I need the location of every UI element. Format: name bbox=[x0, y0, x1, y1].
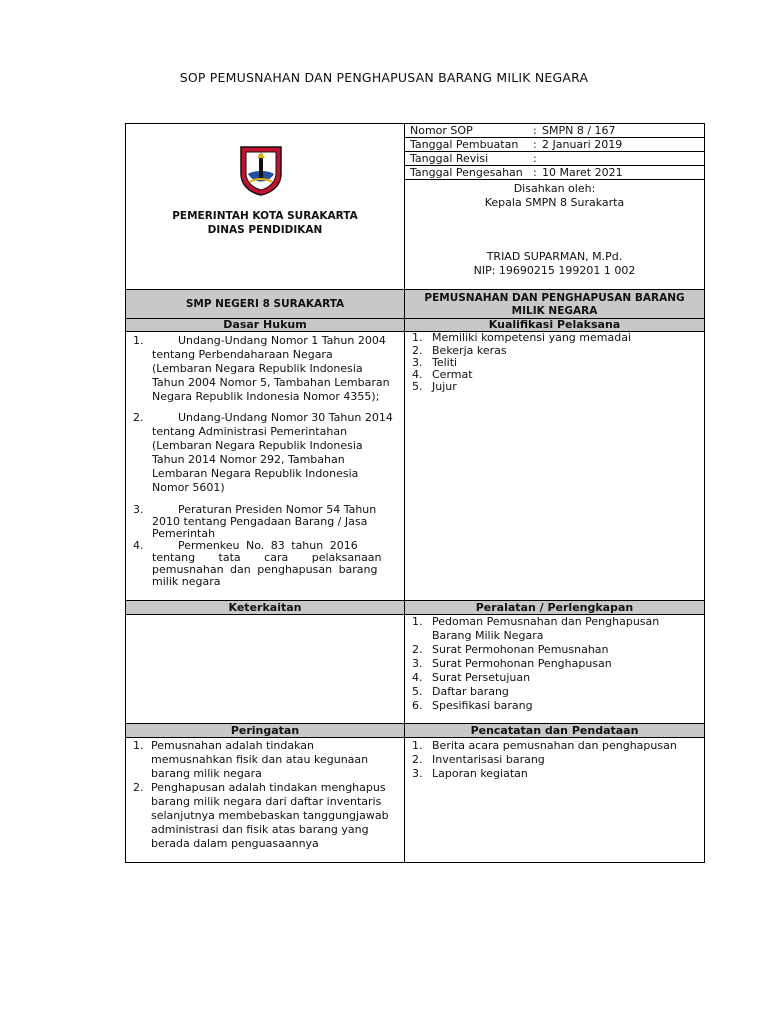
nomor-value: SMPN 8 / 167 bbox=[542, 124, 616, 137]
peralatan-num-3: 3. bbox=[412, 657, 423, 670]
kualifikasi-num-4: 4. bbox=[412, 368, 423, 381]
meta-row-tgl-buat bbox=[404, 137, 705, 152]
dasar-hukum-1-line-1: Undang-Undang Nomor 1 Tahun 2004 bbox=[178, 334, 386, 347]
dasar-hukum-3-line-3: Pemerintah bbox=[152, 527, 216, 540]
kualifikasi-header-cell bbox=[404, 318, 705, 332]
peralatan-body bbox=[404, 614, 705, 724]
school-name: SMP NEGERI 8 SURAKARTA bbox=[185, 298, 345, 310]
pencatatan-num-3: 3. bbox=[412, 767, 423, 780]
dasar-hukum-header-cell bbox=[125, 318, 405, 332]
header-left-cell bbox=[125, 123, 405, 290]
peringatan-header: Peringatan bbox=[230, 724, 300, 737]
pencatatan-item-1: Berita acara pemusnahan dan penghapusan bbox=[432, 739, 677, 752]
meta-row-tgl-revisi bbox=[404, 151, 705, 166]
peringatan-2-line-4: administrasi dan fisik atas barang yang bbox=[151, 823, 369, 836]
peralatan-num-5: 5. bbox=[412, 685, 423, 698]
pencatatan-header-cell bbox=[404, 723, 705, 738]
school-name-cell bbox=[125, 289, 405, 319]
pencatatan-item-3: Laporan kegiatan bbox=[432, 767, 528, 780]
nomor-colon: : bbox=[533, 124, 537, 137]
peringatan-1-line-2: memusnahkan fisik dan atau kegunaan bbox=[151, 753, 369, 766]
dasar-hukum-4-line-3: pemusnahan dan penghapusan barang bbox=[152, 563, 378, 576]
dasar-hukum-2-line-1: Undang-Undang Nomor 30 Tahun 2014 bbox=[178, 411, 393, 424]
peralatan-item-3: Surat Permohonan Penghapusan bbox=[432, 657, 612, 670]
sop-name-cell bbox=[404, 289, 705, 319]
dasar-hukum-1-line-2: tentang Perbendaharaan Negara bbox=[152, 348, 333, 361]
dasar-hukum-4-line-2: tentang tata cara pelaksanaan bbox=[152, 551, 382, 564]
dasar-hukum-num-3: 3. bbox=[133, 503, 144, 516]
peringatan-1-line-3: barang milik negara bbox=[151, 767, 262, 780]
surakarta-city-emblem-icon bbox=[238, 144, 284, 196]
sop-name-line-2: MILIK NEGARA bbox=[511, 305, 598, 317]
peralatan-item-6: Spesifikasi barang bbox=[432, 699, 533, 712]
nomor-label: Nomor SOP bbox=[410, 124, 473, 137]
peralatan-item-2: Surat Permohonan Pemusnahan bbox=[432, 643, 609, 656]
peringatan-body bbox=[125, 737, 405, 863]
peralatan-num-4: 4. bbox=[412, 671, 423, 684]
meta-row-nomor bbox=[404, 123, 705, 138]
peringatan-num-1: 1. bbox=[133, 739, 144, 752]
dasar-hukum-2-line-4: Tahun 2014 Nomor 292, Tambahan bbox=[152, 453, 345, 466]
dasar-hukum-body bbox=[125, 331, 405, 601]
kualifikasi-item-5: Jujur bbox=[432, 380, 457, 393]
signatory-nip: NIP: 19690215 199201 1 002 bbox=[473, 264, 636, 277]
dasar-hukum-2-line-2: tentang Administrasi Pemerintahan bbox=[152, 425, 348, 438]
dasar-hukum-2-line-5: Lembaran Negara Republik Indonesia bbox=[152, 467, 359, 480]
dasar-hukum-4-line-4: milik negara bbox=[152, 575, 221, 588]
kepala-sekolah: Kepala SMPN 8 Surakarta bbox=[484, 196, 625, 209]
approval-cell bbox=[404, 179, 705, 290]
dasar-hukum-2-line-6: Nomor 5601) bbox=[152, 481, 225, 494]
dasar-hukum-num-2: 2. bbox=[133, 411, 144, 424]
tgl-buat-value: 2 Januari 2019 bbox=[542, 138, 623, 151]
keterkaitan-header-cell bbox=[125, 600, 405, 615]
page-title: SOP PEMUSNAHAN DAN PENGHAPUSAN BARANG MILIK NEGARA bbox=[179, 70, 589, 85]
dasar-hukum-2-line-3: (Lembaran Negara Republik Indonesia bbox=[152, 439, 363, 452]
peralatan-num-6: 6. bbox=[412, 699, 423, 712]
peralatan-1-line-1: Pedoman Pemusnahan dan Penghapusan bbox=[432, 615, 660, 628]
dasar-hukum-1-line-3: (Lembaran Negara Republik Indonesia bbox=[152, 362, 363, 375]
tgl-sah-colon: : bbox=[533, 166, 537, 179]
peringatan-header-cell bbox=[125, 723, 405, 738]
kualifikasi-item-3: Teliti bbox=[432, 356, 458, 369]
tgl-sah-value: 10 Maret 2021 bbox=[542, 166, 623, 179]
peringatan-num-2: 2. bbox=[133, 781, 144, 794]
kualifikasi-header: Kualifikasi Pelaksana bbox=[488, 318, 621, 331]
dasar-hukum-header: Dasar Hukum bbox=[223, 318, 307, 331]
peralatan-header: Peralatan / Perlengkapan bbox=[475, 601, 634, 614]
tgl-sah-label: Tanggal Pengesahan bbox=[410, 166, 523, 179]
peralatan-item-5: Daftar barang bbox=[432, 685, 509, 698]
peringatan-2-line-1: Penghapusan adalah tindakan menghapus bbox=[151, 781, 386, 794]
org-line-1: PEMERINTAH KOTA SURAKARTA bbox=[172, 210, 358, 222]
keterkaitan-body bbox=[125, 614, 405, 724]
kualifikasi-num-1: 1. bbox=[412, 331, 423, 344]
disahkan-oleh: Disahkan oleh: bbox=[513, 182, 596, 195]
dasar-hukum-num-4: 4. bbox=[133, 539, 144, 552]
kualifikasi-num-5: 5. bbox=[412, 380, 423, 393]
kualifikasi-num-2: 2. bbox=[412, 344, 423, 357]
peralatan-header-cell bbox=[404, 600, 705, 615]
signatory-name: TRIAD SUPARMAN, M.Pd. bbox=[486, 250, 623, 263]
dasar-hukum-num-1: 1. bbox=[133, 334, 144, 347]
tgl-buat-label: Tanggal Pembuatan bbox=[410, 138, 519, 151]
dasar-hukum-1-line-5: Negara Republik Indonesia Nomor 4355); bbox=[152, 390, 380, 403]
dasar-hukum-3-line-2: 2010 tentang Pengadaan Barang / Jasa bbox=[152, 515, 368, 528]
pencatatan-header: Pencatatan dan Pendataan bbox=[470, 724, 639, 737]
keterkaitan-header: Keterkaitan bbox=[228, 601, 302, 614]
tgl-revisi-label: Tanggal Revisi bbox=[410, 152, 489, 165]
peringatan-1-line-1: Pemusnahan adalah tindakan bbox=[151, 739, 315, 752]
peringatan-2-line-3: selanjutnya membebaskan tanggungjawab bbox=[151, 809, 389, 822]
peringatan-2-line-2: barang milik negara dari daftar inventaris bbox=[151, 795, 382, 808]
tgl-buat-colon: : bbox=[533, 138, 537, 151]
pencatatan-num-1: 1. bbox=[412, 739, 423, 752]
sop-name-line-1: PEMUSNAHAN DAN PENGHAPUSAN BARANG bbox=[424, 292, 685, 304]
dasar-hukum-1-line-4: Tahun 2004 Nomor 5, Tambahan Lembaran bbox=[152, 376, 390, 389]
tgl-revisi-colon: : bbox=[533, 152, 537, 165]
peralatan-1-line-2: Barang Milik Negara bbox=[432, 629, 544, 642]
dasar-hukum-3-line-1: Peraturan Presiden Nomor 54 Tahun bbox=[178, 503, 377, 516]
dasar-hukum-4-line-1: Permenkeu No. 83 tahun 2016 bbox=[178, 539, 358, 552]
pencatatan-body bbox=[404, 737, 705, 863]
peralatan-num-1: 1. bbox=[412, 615, 423, 628]
kualifikasi-item-2: Bekerja keras bbox=[432, 344, 507, 357]
meta-row-tgl-sah bbox=[404, 165, 705, 180]
org-line-2: DINAS PENDIDIKAN bbox=[207, 224, 323, 236]
peringatan-2-line-5: berada dalam penguasaannya bbox=[151, 837, 319, 850]
peralatan-item-4: Surat Persetujuan bbox=[432, 671, 531, 684]
pencatatan-num-2: 2. bbox=[412, 753, 423, 766]
peralatan-num-2: 2. bbox=[412, 643, 423, 656]
kualifikasi-item-1: Memiliki kompetensi yang memadai bbox=[432, 331, 631, 344]
kualifikasi-num-3: 3. bbox=[412, 356, 423, 369]
kualifikasi-item-4: Cermat bbox=[432, 368, 473, 381]
kualifikasi-body bbox=[404, 331, 705, 601]
pencatatan-item-2: Inventarisasi barang bbox=[432, 753, 545, 766]
